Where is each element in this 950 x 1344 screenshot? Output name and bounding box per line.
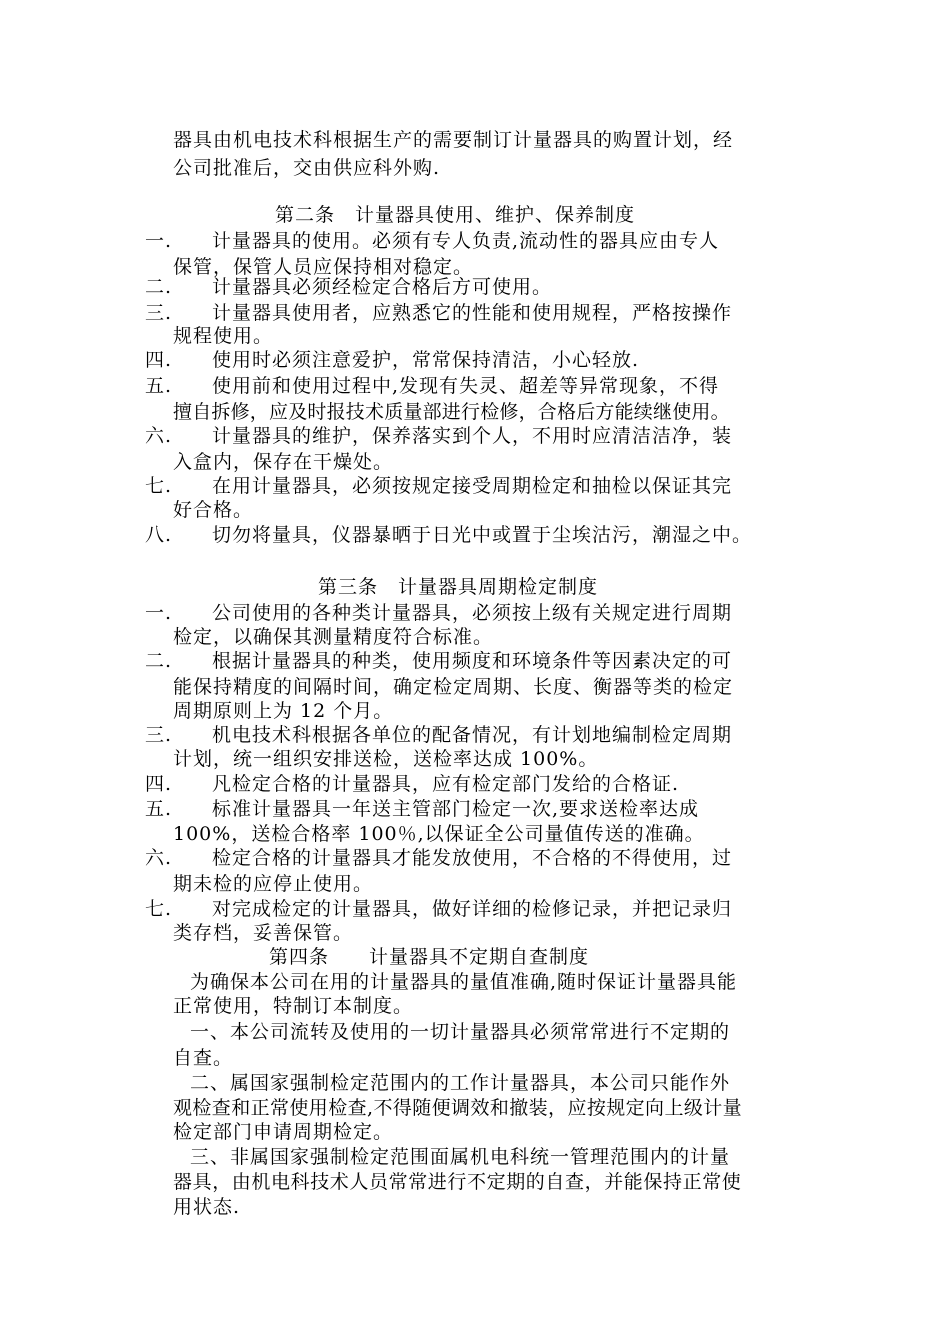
art3-item-5-line-2: 100%，送检合格率 100％,以保证全公司量值传送的准确。 [173, 823, 705, 845]
art3-item-1-num: 一. [145, 602, 173, 624]
art2-item-5-num: 五. [145, 375, 173, 397]
art4-para-3-line-1: 二、属国家强制检定范围内的工作计量器具，本公司只能作外 [190, 1072, 731, 1094]
art2-item-7-line-2: 好合格。 [173, 499, 254, 521]
art2-item-7-line-1: 在用计量器具，必须按规定接受周期检定和抽检以保证其完 [212, 475, 733, 497]
article-4-title: 第四条 计量器具不定期自查制度 [269, 946, 590, 968]
art4-para-3-line-3: 检定部门申请周期检定。 [173, 1121, 394, 1143]
art4-para-2-line-1: 一、本公司流转及使用的一切计量器具必须常常进行不定期的 [190, 1021, 731, 1043]
article-3-title: 第三条 计量器具周期检定制度 [318, 576, 599, 598]
art3-item-6-line-1: 检定合格的计量器具才能发放使用，不合格的不得使用，过 [212, 847, 733, 869]
art3-item-6-line-2: 期未检的应停止使用。 [173, 873, 374, 895]
art3-item-1-line-1: 公司使用的各种类计量器具，必须按上级有关规定进行周期 [212, 602, 733, 624]
art4-para-3-line-2: 观检查和正常使用检查,不得随便调效和撤装，应按规定向上级计量 [173, 1097, 743, 1119]
art3-item-3-line-1: 机电技术科根据各单位的配备情况，有计划地编制检定周期 [212, 724, 733, 746]
art2-item-5-line-1: 使用前和使用过程中,发现有失灵、超差等异常现象，不得 [212, 375, 720, 397]
art4-para-4-line-1: 三、非属国家强制检定范围面属机电科统一管理范围内的计量 [190, 1146, 731, 1168]
art3-item-2-line-3: 周期原则上为 12 个月。 [173, 700, 394, 722]
art4-para-4-line-2: 器具，由机电科技术人员常常进行不定期的自查，并能保持正常使 [173, 1171, 742, 1193]
art2-item-3-line-1: 计量器具使用者，应熟悉它的性能和使用规程，严格按操作 [212, 302, 733, 324]
art2-item-1-line-1: 计量器具的使用。必须有专人负责,流动性的器具应由专人 [212, 230, 720, 252]
art3-item-3-num: 三. [145, 724, 173, 746]
art3-item-5-num: 五. [145, 798, 173, 820]
art2-item-8-line-1: 切勿将量具，仪器暴晒于日光中或置于尘埃沽污，潮湿之中。 [212, 524, 753, 546]
art3-item-2-line-1: 根据计量器具的种类，使用频度和环境条件等因素决定的可 [212, 650, 733, 672]
art2-item-2-num: 二. [145, 276, 173, 298]
intro-line-2: 公司批准后，交由供应科外购. [173, 157, 441, 179]
art3-item-5-line-1: 标准计量器具一年送主管部门检定一次,要求送检率达成 [212, 798, 700, 820]
art2-item-7-num: 七. [145, 475, 173, 497]
art2-item-4-line-1: 使用时必须注意爱护，常常保持清洁，小心轻放. [212, 349, 640, 371]
art4-para-1-line-2: 正常使用，特制订本制度。 [173, 995, 414, 1017]
art2-item-5-line-2: 擅自拆修，应及时报技术质量部进行检修，合格后方能续继使用。 [173, 401, 730, 423]
art2-item-1-num: 一. [145, 230, 173, 252]
art2-item-6-line-2: 入盒内，保存在干燥处。 [173, 451, 394, 473]
article-2-title: 第二条 计量器具使用、维护、保养制度 [275, 204, 636, 226]
art2-item-3-num: 三. [145, 302, 173, 324]
art2-item-2-line-1: 计量器具必须经检定合格后方可使用。 [212, 276, 553, 298]
art2-item-6-line-1: 计量器具的维护，保养落实到个人，不用时应清洁洁净，装 [212, 425, 733, 447]
art2-item-4-num: 四. [145, 349, 173, 371]
art3-item-6-num: 六. [145, 847, 173, 869]
art3-item-2-line-2: 能保持精度的间隔时间，确定检定周期、长度、衡器等类的检定 [173, 676, 734, 698]
art3-item-7-num: 七. [145, 898, 173, 920]
art3-item-7-line-1: 对完成检定的计量器具，做好详细的检修记录，并把记录归 [212, 898, 733, 920]
art2-item-3-line-2: 规程使用。 [173, 325, 274, 347]
art3-item-7-line-2: 类存档，妥善保管。 [173, 922, 354, 944]
intro-line-1: 器具由机电技术科根据生产的需要制订计量器具的购置计划，经 [173, 129, 734, 151]
art3-item-4-num: 四. [145, 773, 173, 795]
art4-para-1-line-1: 为确保本公司在用的计量器具的量值准确,随时保证计量器具能 [190, 971, 738, 993]
art4-para-4-line-3: 用状态. [173, 1196, 241, 1218]
art2-item-8-num: 八. [145, 524, 173, 546]
art3-item-4-line-1: 凡检定合格的计量器具，应有检定部门发给的合格证. [212, 773, 680, 795]
art2-item-1-line-2: 保管，保管人员应保持相对稳定。 [173, 256, 474, 278]
art3-item-3-line-2: 计划，统一组织安排送检，送检率达成 100%。 [173, 748, 599, 770]
art2-item-6-num: 六. [145, 425, 173, 447]
art3-item-2-num: 二. [145, 650, 173, 672]
art3-item-1-line-2: 检定，以确保其测量精度符合标准。 [173, 626, 494, 648]
art4-para-2-line-2: 自查。 [173, 1047, 234, 1069]
